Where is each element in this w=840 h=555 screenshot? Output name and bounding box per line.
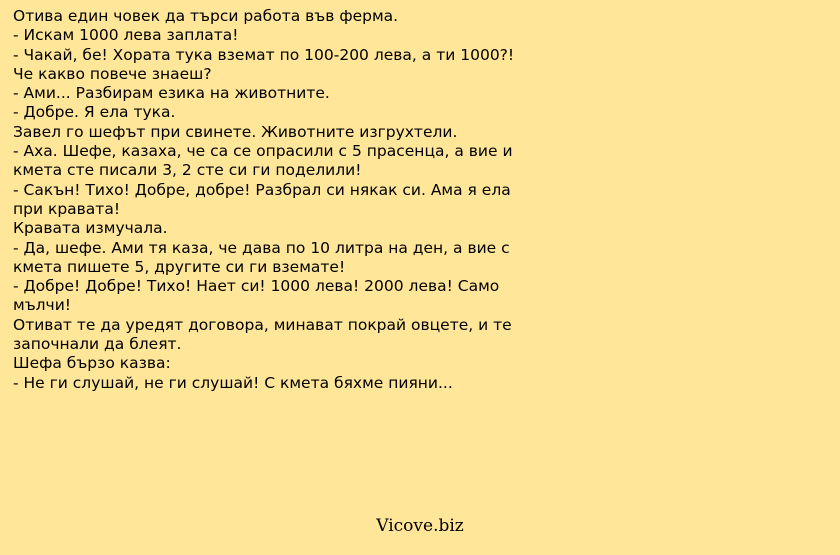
- joke-line: кмета пишете 5, другите си ги вземате!: [13, 257, 346, 276]
- joke-line: Че какво повече знаеш?: [13, 64, 212, 83]
- joke-line: Завел го шефът при свинете. Животните изгрухтели.: [13, 122, 458, 141]
- joke-line: започнали да блеят.: [13, 335, 182, 354]
- joke-line: Кравата измучала.: [13, 219, 168, 238]
- joke-line: - Добре. Я ела тука.: [13, 103, 176, 122]
- joke-line: - Добре! Добре! Тихо! Нает си! 1000 лева! 2000 лева! Само: [13, 277, 500, 296]
- joke-line: мълчи!: [13, 296, 71, 315]
- joke-line: при кравата!: [13, 199, 121, 218]
- joke-line: - Сакън! Тихо! Добре, добре! Разбрал си някак си. Ама я ела: [13, 180, 511, 199]
- joke-line: - Чакай, бе! Хората тука вземат по 100-200 лева, а ти 1000?!: [13, 45, 515, 64]
- joke-line: Шефа бързо казва:: [13, 354, 171, 373]
- site-watermark: Vicove.biz: [376, 516, 464, 536]
- joke-line: Отива един човек да търси работа във ферма.: [13, 7, 399, 25]
- joke-line: - Не ги слушай, не ги слушай! С кмета бяхме пияни...: [13, 373, 453, 392]
- joke-line: - Ами... Разбирам езика на животните.: [13, 84, 330, 103]
- joke-text: [13, 7, 828, 393]
- joke-line: кмета сте писали 3, 2 сте си ги поделили!: [13, 161, 362, 180]
- joke-line: - Искам 1000 лева заплата!: [13, 26, 239, 45]
- joke-line: - Да, шефе. Ами тя каза, че дава по 10 литра на ден, а вие с: [13, 238, 510, 257]
- joke-line: - Аха. Шефе, казаха, че са се опрасили с 5 прасенца, а вие и: [13, 142, 513, 161]
- joke-line: Отиват те да уредят договора, минават покрай овцете, и те: [13, 315, 512, 334]
